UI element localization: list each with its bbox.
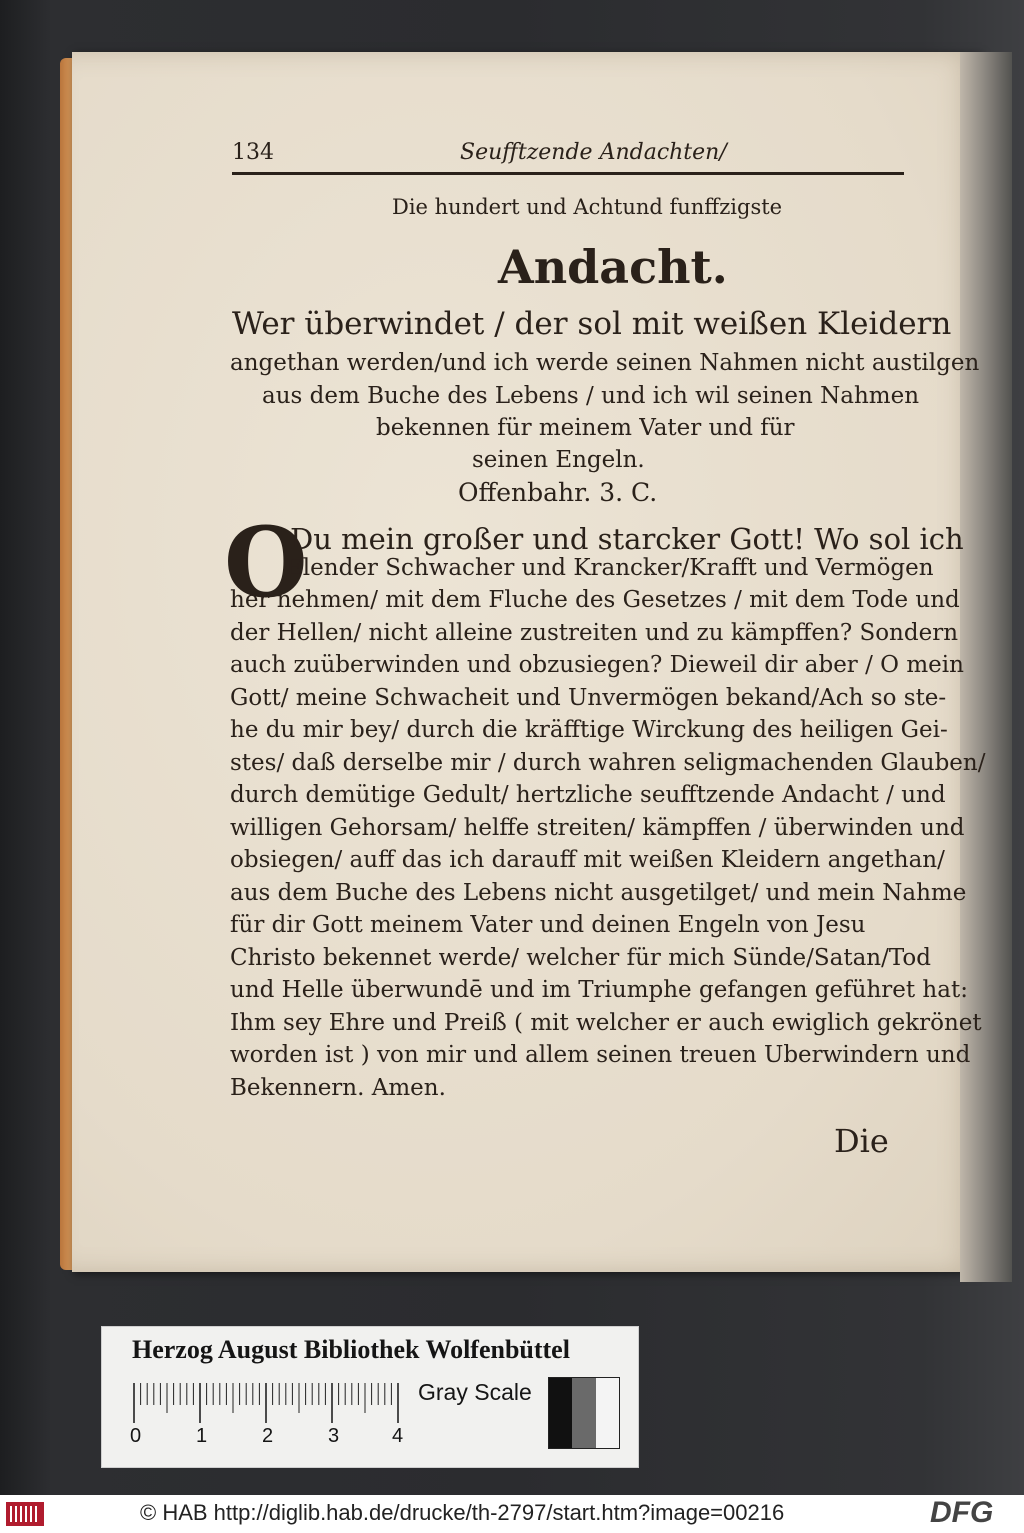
catchword: Die bbox=[834, 1122, 889, 1160]
body-line: auch zuüberwinden und obzusiegen? Dieweil dir aber / O mein bbox=[230, 652, 964, 678]
drop-cap: O bbox=[224, 506, 308, 619]
page-number: 134 bbox=[232, 140, 274, 165]
color-calibration-card bbox=[101, 1326, 639, 1468]
header-rule bbox=[232, 172, 904, 175]
body-line: Gott/ meine Schwacheit und Unvermögen bekand/Ach so ste- bbox=[230, 684, 947, 711]
body-line: Christo bekennet werde/ welcher für mich Sünde/Satan/Tod bbox=[230, 944, 931, 971]
ruler-number: 2 bbox=[262, 1425, 274, 1447]
body-line: für dir Gott meinem Vater und deinen Engeln von Jesu bbox=[230, 912, 866, 938]
body-line: aus dem Buche des Lebens nicht ausgetilget/ und mein Nahme bbox=[230, 879, 967, 906]
ruler-number: 1 bbox=[196, 1425, 208, 1447]
body-line: stes/ daß derselbe mir / durch wahren seligmachenden Glauben/ bbox=[230, 749, 986, 776]
swatch-patch bbox=[549, 1378, 572, 1448]
ruler-scale bbox=[132, 1381, 402, 1425]
ruler-number: 0 bbox=[130, 1425, 142, 1447]
motto-line: Wer überwindet / der sol mit weißen Kleidern bbox=[232, 306, 952, 342]
body-line: willigen Gehorsam/ helffe streiten/ kämpffen / überwinden und bbox=[230, 814, 965, 841]
body-line: obsiegen/ auff das ich darauff mit weißen Kleidern angethan/ bbox=[230, 847, 945, 873]
body-line: Ihm sey Ehre und Preiß ( mit welcher er auch ewiglich gekrönet bbox=[230, 1009, 982, 1036]
body-line: he du mir bey/ durch die kräfftige Wirckung des heiligen Gei- bbox=[230, 717, 948, 743]
body-line: worden ist ) von mir und allem seinen treuen Uberwindern und bbox=[230, 1042, 971, 1068]
ruler-number: 3 bbox=[328, 1425, 340, 1447]
body-line: durch demütige Gedult/ hertzliche seufftzende Andacht / und bbox=[230, 782, 946, 808]
book-gutter bbox=[960, 52, 1012, 1282]
body-line: Elender Schwacher und Krancker/Krafft und Vermögen bbox=[286, 554, 934, 581]
motto-line: seinen Engeln. bbox=[472, 447, 645, 473]
body-line: der Hellen/ nicht alleine zustreiten und zu kämpffen? Sondern bbox=[230, 619, 959, 646]
swatch-patch bbox=[596, 1378, 619, 1448]
scripture-reference: Offenbahr. 3. C. bbox=[458, 478, 658, 507]
motto-line: aus dem Buche des Lebens / und ich wil seinen Nahmen bbox=[262, 383, 920, 409]
motto-line: angethan werden/und ich werde seinen Nahmen nicht austilgen bbox=[230, 350, 980, 376]
devotion-subtitle: Die hundert und Achtund funffzigste bbox=[392, 195, 783, 219]
swatch-patch bbox=[572, 1378, 595, 1448]
body-line: her nehmen/ mit dem Fluche des Gesetzes / mit dem Tode und bbox=[230, 587, 960, 613]
devotion-title: Andacht. bbox=[498, 240, 728, 294]
library-logo-icon bbox=[4, 1498, 46, 1530]
body-line: Bekennern. Amen. bbox=[230, 1074, 446, 1101]
gray-scale-label: Gray Scale bbox=[418, 1379, 532, 1405]
footer-bar bbox=[0, 1495, 1024, 1533]
dfg-logo: DFG bbox=[930, 1496, 994, 1529]
motto-line: bekennen für meinem Vater und für bbox=[376, 415, 795, 441]
copyright-url: © HAB http://diglib.hab.de/drucke/th-2797/start.htm?image=00216 bbox=[140, 1500, 785, 1525]
body-line: und Helle überwundē und im Triumphe gefangen geführet hat: bbox=[230, 977, 968, 1003]
ruler-number: 4 bbox=[392, 1425, 404, 1447]
gray-scale-swatch bbox=[548, 1377, 620, 1449]
running-head: Seufftzende Andachten/ bbox=[460, 140, 727, 165]
body-line: Du mein großer und starcker Gott! Wo sol ich bbox=[290, 522, 964, 556]
library-name: Herzog August Bibliothek Wolfenbüttel bbox=[132, 1335, 570, 1364]
